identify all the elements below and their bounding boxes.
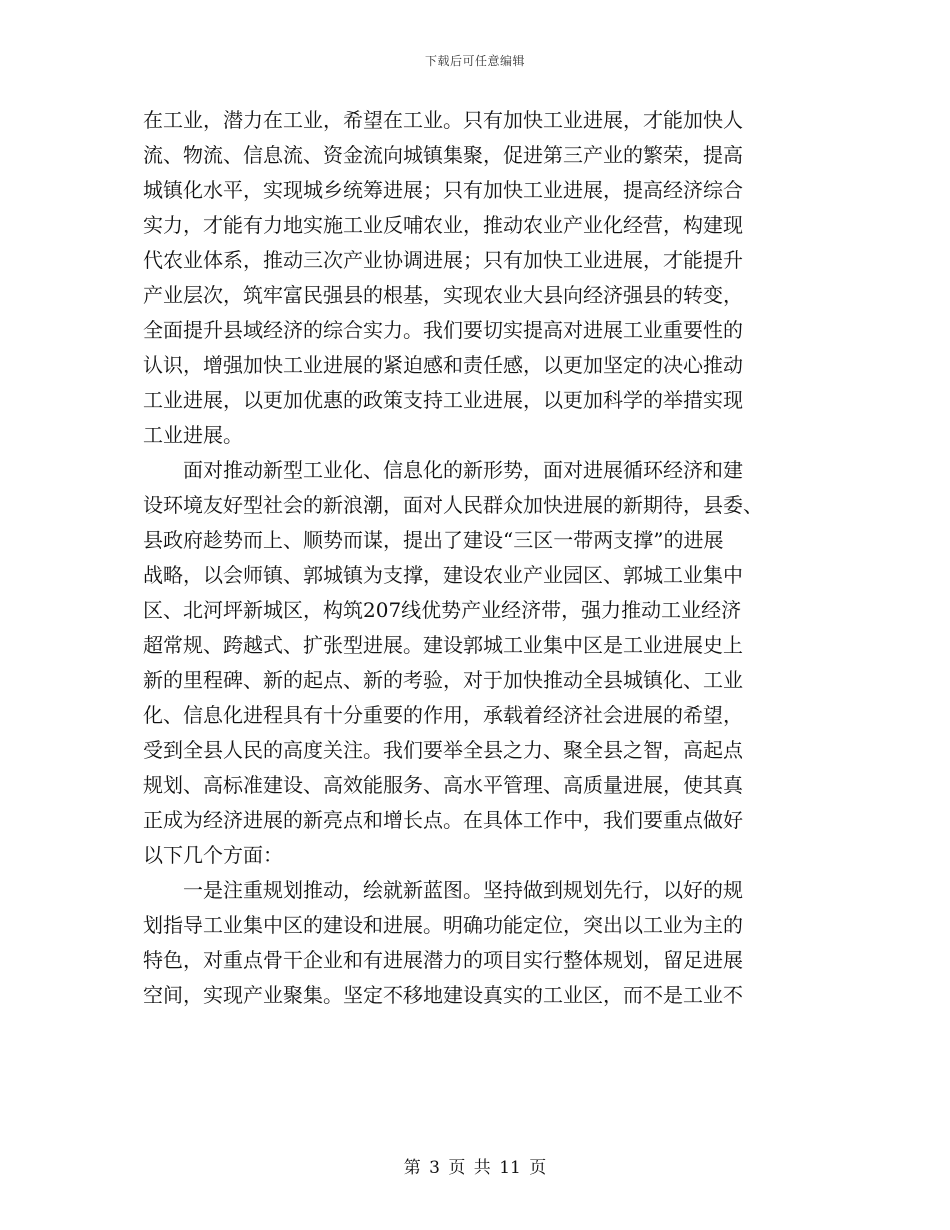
text-line: 认识，增强加快工业进展的紧迫感和责任感，以更加坚定的决心推动: [143, 353, 743, 377]
text-line: 划指导工业集中区的建设和进展。明确功能定位，突出以工业为主的: [143, 913, 743, 937]
text-line: 工业进展，以更加优惠的政策支持工业进展，以更加科学的举措实现: [143, 388, 743, 412]
text-line: 城镇化水平，实现城乡统筹进展；只有加快工业进展，提高经济综合: [143, 178, 743, 202]
text-line: 县政府趁势而上、顺势而谋，提出了建设“三区一带两支撑”的进展: [143, 528, 724, 552]
text-line: 空间，实现产业聚集。坚定不移地建设真实的工业区，而不是工业不: [143, 983, 743, 1007]
text-line: 代农业体系，推动三次产业协调进展；只有加快工业进展，才能提升: [143, 248, 743, 272]
text-line: 规划、高标准建设、高效能服务、高水平管理、高质量进展，使其真: [143, 773, 743, 797]
text-line: 特色，对重点骨干企业和有进展潜力的项目实行整体规划，留足进展: [143, 948, 743, 972]
text-line: 化、信息化进程具有十分重要的作用，承载着经济社会进展的希望，: [143, 703, 743, 727]
text-line: 新的里程碑、新的起点、新的考验，对于加快推动全县城镇化、工业: [143, 668, 743, 692]
text-line: 战略，以会师镇、郭城镇为支撑，建设农业产业园区、郭城工业集中: [143, 563, 743, 587]
text-line: 正成为经济进展的新亮点和增长点。在具体工作中，我们要重点做好: [143, 808, 743, 832]
text-line: 产业层次，筑牢富民强县的根基，实现农业大县向经济强县的转变，: [143, 283, 743, 307]
document-body: [143, 103, 815, 1013]
text-line: 实力，才能有力地实施工业反哺农业，推动农业产业化经营，构建现: [143, 213, 743, 237]
text-line: 在工业，潜力在工业，希望在工业。只有加快工业进展，才能加快人: [143, 108, 743, 132]
page-number-footer: 第 3 页 共 11 页: [403, 1158, 547, 1178]
text-line: 设环境友好型社会的新浪潮，面对人民群众加快进展的新期待，县委、: [143, 493, 763, 517]
text-line: 全面提升县域经济的综合实力。我们要切实提高对进展工业重要性的: [143, 318, 743, 342]
page-header-note: 下载后可任意编辑: [424, 54, 525, 68]
text-line: 超常规、跨越式、扩张型进展。建设郭城工业集中区是工业进展史上: [143, 633, 743, 657]
text-line: 区、北河坪新城区，构筑207线优势产业经济带，强力推动工业经济: [143, 598, 742, 622]
text-line: 受到全县人民的高度关注。我们要举全县之力、聚全县之智，高起点: [143, 738, 743, 762]
text-line: 以下几个方面：: [143, 843, 283, 867]
text-line: 一是注重规划推动，绘就新蓝图。坚持做到规划先行，以好的规: [143, 878, 743, 902]
text-line: 面对推动新型工业化、信息化的新形势，面对进展循环经济和建: [143, 458, 743, 482]
text-line: 流、物流、信息流、资金流向城镇集聚，促进第三产业的繁荣，提高: [143, 143, 743, 167]
text-line: 工业进展。: [143, 423, 243, 447]
